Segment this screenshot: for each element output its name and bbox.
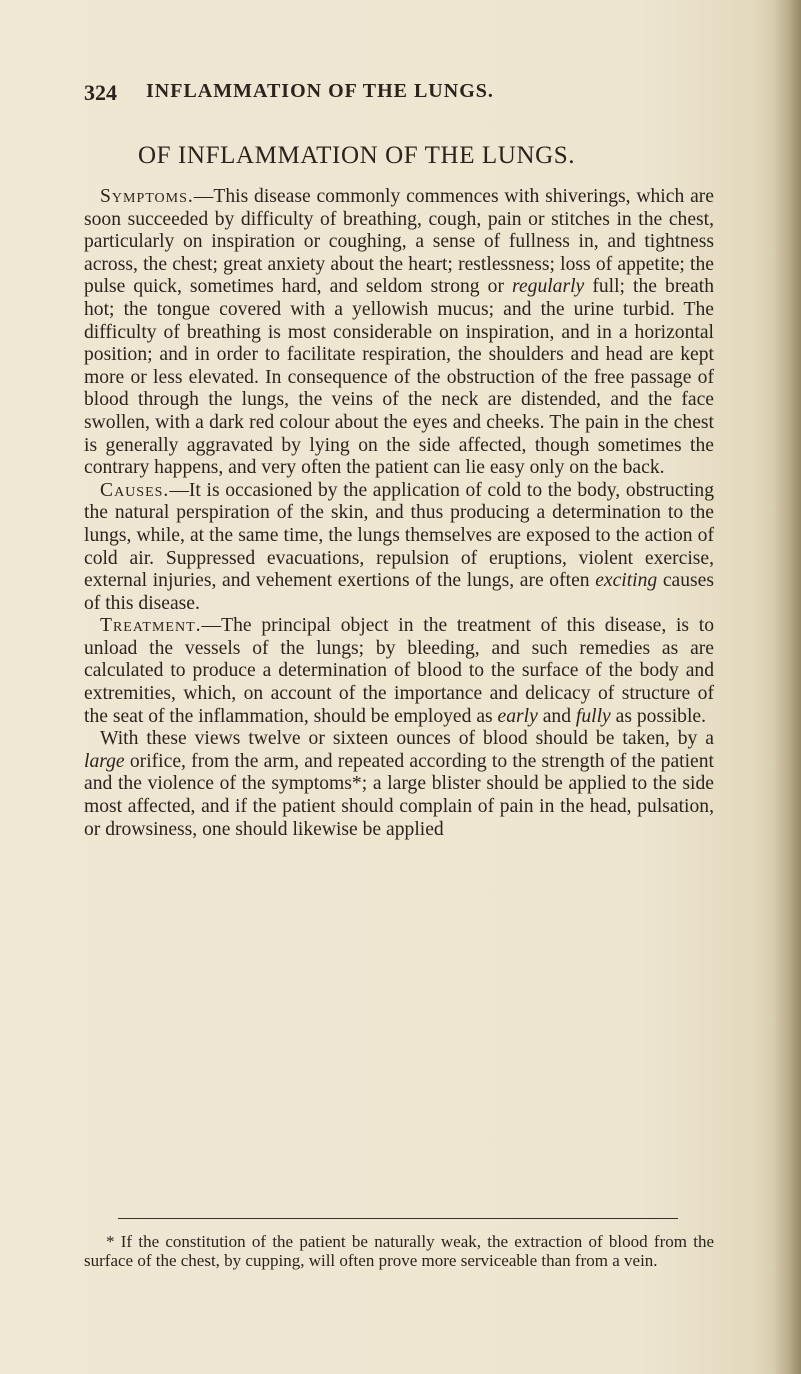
footnote-mark: * (106, 1232, 115, 1251)
footnote-reference[interactable]: * (351, 773, 362, 795)
views-text: With these views twelve or sixteen ounces of blood should be taken, by a (100, 728, 714, 750)
page-edge-shadow (773, 0, 801, 1374)
footnote-rule (118, 1218, 678, 1219)
causes-italic: exciting (595, 570, 658, 592)
footnote (84, 1232, 714, 1270)
treatment-italic-early: early (497, 705, 538, 727)
treatment-text: —The principal object in the treatment of this disease, is to unload the vessels of the lungs; by bleeding, and such remedies as are calculated to produce a determination of blood to the surface of the body and extremities, which, on account of the importance and delicacy of structure of the seat of the inflammation, should be employed as (84, 615, 714, 727)
symptoms-italic: regularly (512, 276, 585, 298)
running-head (84, 80, 724, 110)
body-text (84, 186, 714, 841)
causes-text-2: causes of this disease. (84, 570, 714, 614)
views-text-3: ; a large blister should be applied to the side most affected, and if the patient should complain of pain in the head, pulsation, or drowsiness, one should likewise be applied (84, 773, 714, 840)
treatment-italic-fully: fully (575, 705, 611, 727)
footnote-text: If the constitution of the patient be naturally weak, the extraction of blood from the surface of the chest, by cupping, will often prove more serviceable than from a vein. (84, 1232, 714, 1270)
paragraph-treatment (84, 615, 714, 728)
symptoms-text: —This disease commonly commences with shiverings, which are soon succeeded by difficulty of breathing, cough, pain or stitches in the chest, particularly on inspiration or coughing, a sense of fullness in, and tightness across, the chest; great anxiety about the heart; restlessness; loss of appetite; the pulse quick, sometimes hard, and seldom strong or (84, 186, 714, 298)
paragraph-causes (84, 480, 714, 616)
symptoms-text-2: full; the breath hot; the tongue covered with a yellowish mucus; and the urine turbid. The difficulty of breathing is most considerable on inspiration, and in a horizontal position; and in order to facilitate respiration, the shoulders and head are kept more or less elevated. In consequence of the obstruction of the free passage of blood through the lungs, the veins of the neck are distended, and the face swollen, with a dark red colour about the eyes and cheeks. The pain in the chest is generally aggravated by lying on the side affected, though sometimes the contrary happens, and very often the patient can lie easy only on the back. (84, 276, 714, 479)
causes-text: —It is occasioned by the application of cold to the body, obstructing the natural perspiration of the skin, and thus producing a determination to the lungs, while, at the same time, the lungs themselves are exposed to the action of cold air. Suppressed evacuations, repulsion of eruptions, violent exercise, external injuries, and vehement exertions of the lungs, are often (84, 479, 714, 592)
section-label-causes: Causes. (100, 479, 170, 501)
footnote-paragraph (84, 1232, 714, 1270)
chapter-title: OF INFLAMMATION OF THE LUNGS. (138, 142, 576, 169)
treatment-text-2: as possible. (610, 705, 706, 727)
page-number: 324 (84, 80, 117, 105)
running-title: INFLAMMATION OF THE LUNGS. (146, 80, 494, 102)
views-text-2: orifice, from the arm, and repeated according to the strength of the patient and the violence of the symptoms (84, 750, 714, 795)
section-label-treatment: Treatment. (100, 615, 202, 637)
treatment-and: and (537, 705, 576, 727)
views-italic: large (84, 750, 125, 772)
section-label-symptoms: Symptoms. (100, 186, 194, 207)
paragraph-views (84, 728, 714, 841)
paragraph-symptoms (84, 186, 714, 480)
